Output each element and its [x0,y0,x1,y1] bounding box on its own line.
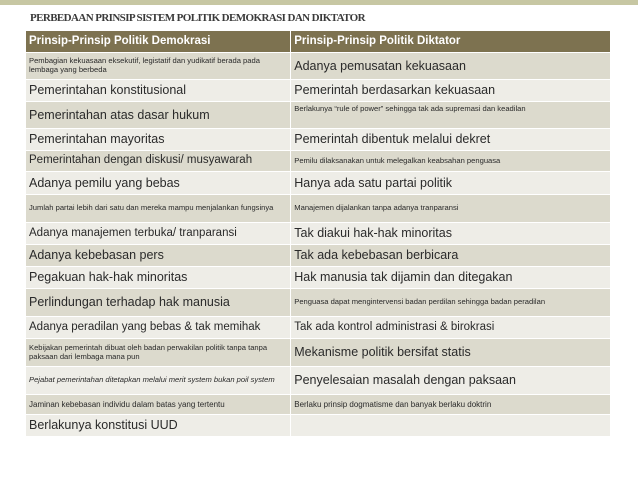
cell-diktator: Adanya pemusatan kekuasaan [291,53,611,80]
table-row [26,267,611,289]
table-row [26,317,611,339]
cell-diktator: Berlakunya “rule of power” sehingga tak ada supremasi dan keadilan [291,102,611,129]
cell-diktator: Pemilu dilaksanakan untuk melegalkan keabsahan penguasa [291,151,611,172]
cell-demokrasi: Adanya kebebasan pers [26,245,291,267]
header-diktator: Prinsip-Prinsip Politik Diktator [291,31,611,53]
cell-diktator: Penyelesaian masalah dengan paksaan [291,367,611,395]
cell-diktator: Pemerintah berdasarkan kekuasaan [291,80,611,102]
table-row [26,129,611,151]
table-row [26,151,611,172]
cell-demokrasi: Pemerintahan mayoritas [26,129,291,151]
table-row [26,80,611,102]
cell-diktator: Berlaku prinsip dogmatisme dan banyak berlaku doktrin [291,395,611,415]
table-row [26,53,611,80]
cell-diktator: Tak ada kontrol administrasi & birokrasi [291,317,611,339]
cell-demokrasi: Kebijakan pemerintah dibuat oleh badan perwakilan politik tanpa tanpa paksaan dari lembaga mana pun [26,339,291,367]
slide-title: PERBEDAAN PRINSIP SISTEM POLITIK DEMOKRASI DAN DIKTATOR [30,12,365,24]
cell-demokrasi: Perlindungan terhadap hak manusia [26,289,291,317]
table-row [26,102,611,129]
table-row [26,195,611,223]
cell-diktator: Penguasa dapat mengintervensi badan perdilan sehingga badan peradilan [291,289,611,317]
top-accent-bar [0,0,638,5]
cell-demokrasi: Berlakunya konstitusi UUD [26,415,291,437]
cell-diktator: Mekanisme politik bersifat statis [291,339,611,367]
cell-demokrasi: Pemerintahan konstitusional [26,80,291,102]
table-row [26,415,611,437]
table-row [26,289,611,317]
cell-demokrasi: Pemerintahan dengan diskusi/ musyawarah [26,151,291,172]
cell-diktator: Hak manusia tak dijamin dan ditegakan [291,267,611,289]
cell-demokrasi: Adanya pemilu yang bebas [26,172,291,195]
table-row [26,172,611,195]
cell-demokrasi: Pemerintahan atas dasar hukum [26,102,291,129]
table-row [26,339,611,367]
cell-diktator: Tak diakui hak-hak minoritas [291,223,611,245]
table-row [26,245,611,267]
table-row [26,395,611,415]
cell-demokrasi: Adanya manajemen terbuka/ tranparansi [26,223,291,245]
table-row [26,367,611,395]
table-header-row [26,31,611,53]
cell-diktator: Tak ada kebebasan berbicara [291,245,611,267]
comparison-table [25,30,611,437]
cell-demokrasi: Adanya peradilan yang bebas & tak memihak [26,317,291,339]
cell-diktator [291,415,611,437]
cell-demokrasi: Jumlah partai lebih dari satu dan mereka mampu menjalankan fungsinya [26,195,291,223]
header-demokrasi: Prinsip-Prinsip Politik Demokrasi [26,31,291,53]
cell-demokrasi: Pembagian kekuasaan eksekutif, legistatif dan yudikatif berada pada lembaga yang berbeda [26,53,291,80]
cell-demokrasi: Pegakuan hak-hak minoritas [26,267,291,289]
cell-diktator: Pemerintah dibentuk melalui dekret [291,129,611,151]
table-row [26,223,611,245]
cell-demokrasi: Pejabat pemerintahan ditetapkan melalui merit system bukan poil system [26,367,291,395]
cell-diktator: Hanya ada satu partai politik [291,172,611,195]
cell-diktator: Manajemen dijalankan tanpa adanya tranparansi [291,195,611,223]
cell-demokrasi: Jaminan kebebasan individu dalam batas yang tertentu [26,395,291,415]
